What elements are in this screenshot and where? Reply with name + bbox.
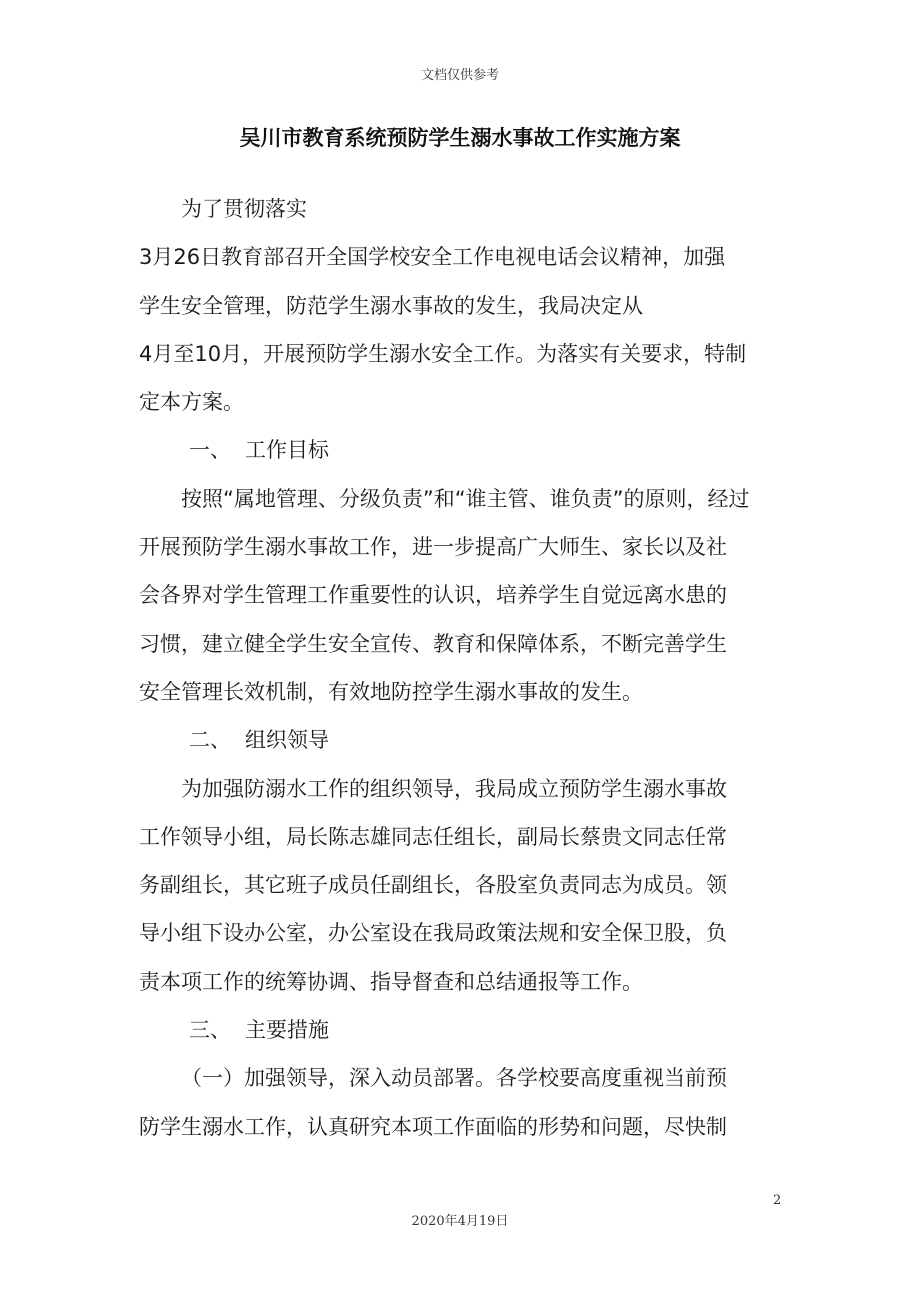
section-number: 一、 (189, 438, 231, 463)
section-title: 主要措施 (245, 1018, 329, 1043)
paragraph-line: 3月26日教育部召开全国学校安全工作电视电话会议精神，加强 (139, 245, 726, 270)
section-title: 工作目标 (245, 438, 329, 463)
paragraph-line: 安全管理长效机制，有效地防控学生溺水事故的发生。 (139, 679, 643, 704)
paragraph-line: 4月至10月，开展预防学生溺水安全工作。为落实有关要求，特制 (139, 341, 747, 366)
section-heading (139, 426, 789, 474)
paragraph-line: 按照“属地管理、分级负责”和“谁主管、谁负责”的原则，经过 (181, 486, 750, 511)
paragraph-line: 学生安全管理，防范学生溺水事故的发生，我局决定从 (139, 293, 643, 318)
page-number: 2 (773, 1193, 782, 1208)
section-heading (139, 716, 789, 764)
document-title: 吴川市教育系统预防学生溺水事故工作实施方案 (239, 126, 681, 150)
paragraph-line: 责本项工作的统筹协调、指导督查和总结通报等工作。 (139, 969, 643, 994)
paragraph-line: 定本方案。 (139, 390, 244, 415)
footer-date: 2020年4月19日 (411, 1214, 509, 1229)
section-title: 组织领导 (245, 728, 329, 753)
section-heading (139, 1006, 789, 1054)
paragraph-line: 会各界对学生管理工作重要性的认识，培养学生自觉远离水患的 (139, 583, 727, 608)
paragraph-line: 习惯，建立健全学生安全宣传、教育和保障体系，不断完善学生 (139, 631, 727, 656)
section-number: 二、 (189, 728, 231, 753)
paragraph-line: 为加强防溺水工作的组织领导，我局成立预防学生溺水事故 (181, 776, 727, 801)
paragraph-line: 工作领导小组，局长陈志雄同志任组长，副局长蔡贵文同志任常 (139, 824, 727, 849)
paragraph-line: 为了贯彻落实 (181, 197, 307, 221)
paragraph-line: 务副组长，其它班子成员任副组长，各股室负责同志为成员。领 (139, 873, 727, 898)
paragraph-line: （一）加强领导，深入动员部署。各学校要高度重视当前预 (181, 1066, 727, 1091)
header-note: 文档仅供参考 (420, 68, 499, 83)
paragraph-line: 防学生溺水工作，认真研究本项工作面临的形势和问题，尽快制 (139, 1114, 727, 1139)
paragraph-line: 导小组下设办公室，办公室设在我局政策法规和安全保卫股，负 (139, 921, 727, 946)
section-number: 三、 (189, 1018, 231, 1043)
document-body (139, 185, 789, 1151)
paragraph-line: 开展预防学生溺水事故工作，进一步提高广大师生、家长以及社 (139, 535, 727, 560)
